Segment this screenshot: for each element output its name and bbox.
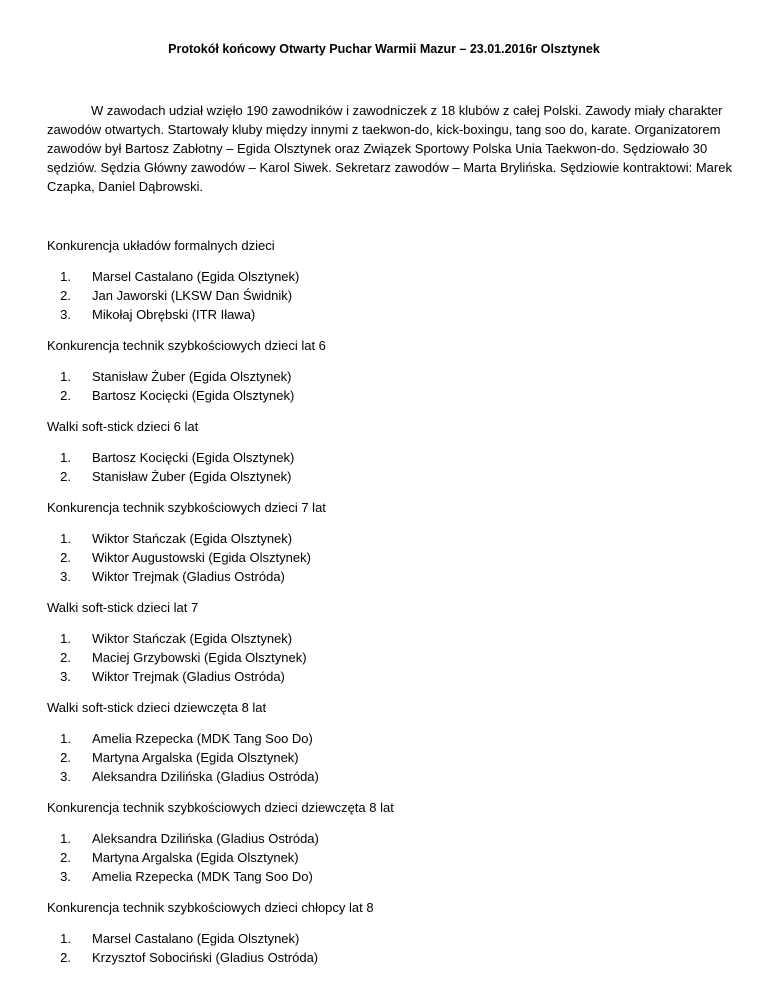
results-list xyxy=(47,629,737,686)
list-item-text: Jan Jaworski (LKSW Dan Świdnik) xyxy=(92,288,293,303)
section-title: Walki soft-stick dzieci dziewczęta 8 lat xyxy=(47,700,267,715)
list-item-text: Amelia Rzepecka (MDK Tang Soo Do) xyxy=(92,731,313,746)
list-item-number: 3. xyxy=(60,669,71,684)
list-item-number: 2. xyxy=(60,388,71,403)
list-item-number: 3. xyxy=(60,869,71,884)
list-item xyxy=(47,748,737,767)
section-title: Konkurencja technik szybkościowych dzieci chłopcy lat 8 xyxy=(47,900,374,915)
list-item xyxy=(47,667,737,686)
list-item-number: 1. xyxy=(60,450,71,465)
list-item-text: Wiktor Trejmak (Gladius Ostróda) xyxy=(92,669,285,684)
list-item-text: Aleksandra Dzilińska (Gladius Ostróda) xyxy=(92,769,319,784)
list-item-text: Maciej Grzybowski (Egida Olsztynek) xyxy=(92,650,307,665)
list-item-text: Aleksandra Dzilińska (Gladius Ostróda) xyxy=(92,831,319,846)
list-item xyxy=(47,829,737,848)
section-title: Konkurencja technik szybkościowych dzieci 7 lat xyxy=(47,500,326,515)
list-item-number: 1. xyxy=(60,369,71,384)
list-item-text: Marsel Castalano (Egida Olsztynek) xyxy=(92,931,300,946)
list-item-text: Wiktor Stańczak (Egida Olsztynek) xyxy=(92,531,293,546)
section-title: Konkurencja technik szybkościowych dzieci lat 6 xyxy=(47,338,326,353)
list-item-number: 2. xyxy=(60,650,71,665)
section-title: Walki soft-stick dzieci 6 lat xyxy=(47,419,199,434)
list-item-number: 3. xyxy=(60,569,71,584)
list-item-text: Wiktor Augustowski (Egida Olsztynek) xyxy=(92,550,311,565)
list-item-text: Stanisław Żuber (Egida Olsztynek) xyxy=(92,369,292,384)
list-item-number: 2. xyxy=(60,750,71,765)
list-item-text: Martyna Argalska (Egida Olsztynek) xyxy=(92,750,299,765)
list-item xyxy=(47,386,737,405)
list-item-number: 2. xyxy=(60,550,71,565)
list-item-number: 1. xyxy=(60,631,71,646)
list-item xyxy=(47,267,737,286)
list-item xyxy=(47,948,737,967)
list-item-number: 1. xyxy=(60,931,71,946)
list-item xyxy=(47,648,737,667)
list-item xyxy=(47,548,737,567)
list-item-number: 2. xyxy=(60,950,71,965)
results-list xyxy=(47,448,737,486)
list-item-text: Stanisław Żuber (Egida Olsztynek) xyxy=(92,469,292,484)
list-item-number: 1. xyxy=(60,269,71,284)
list-item xyxy=(47,629,737,648)
list-item xyxy=(47,367,737,386)
list-item xyxy=(47,448,737,467)
list-item-text: Bartosz Kocięcki (Egida Olsztynek) xyxy=(92,450,295,465)
list-item-number: 1. xyxy=(60,731,71,746)
results-sections xyxy=(47,236,737,979)
list-item xyxy=(47,467,737,486)
list-item-text: Amelia Rzepecka (MDK Tang Soo Do) xyxy=(92,869,313,884)
results-list xyxy=(47,529,737,586)
list-item xyxy=(47,929,737,948)
list-item-number: 3. xyxy=(60,769,71,784)
list-item-number: 3. xyxy=(60,307,71,322)
list-item xyxy=(47,305,737,324)
list-item xyxy=(47,848,737,867)
document-title: Protokół końcowy Otwarty Puchar Warmii Mazur – 23.01.2016r Olsztynek xyxy=(168,42,600,56)
list-item-text: Martyna Argalska (Egida Olsztynek) xyxy=(92,850,299,865)
list-item-number: 2. xyxy=(60,469,71,484)
list-item xyxy=(47,867,737,886)
results-list xyxy=(47,267,737,324)
list-item-text: Bartosz Kocięcki (Egida Olsztynek) xyxy=(92,388,295,403)
section-title: Konkurencja układów formalnych dzieci xyxy=(47,238,275,253)
list-item-text: Wiktor Stańczak (Egida Olsztynek) xyxy=(92,631,293,646)
list-item-text: Marsel Castalano (Egida Olsztynek) xyxy=(92,269,300,284)
list-item-number: 1. xyxy=(60,831,71,846)
section-title: Konkurencja technik szybkościowych dzieci dziewczęta 8 lat xyxy=(47,800,394,815)
list-item xyxy=(47,729,737,748)
results-list xyxy=(47,829,737,886)
list-item xyxy=(47,567,737,586)
list-item xyxy=(47,767,737,786)
list-item-number: 2. xyxy=(60,288,71,303)
results-list xyxy=(47,929,737,967)
list-item-text: Mikołaj Obrębski (ITR Iława) xyxy=(92,307,256,322)
list-item-text: Krzysztof Sobociński (Gladius Ostróda) xyxy=(92,950,319,965)
list-item-number: 1. xyxy=(60,531,71,546)
list-item-number: 2. xyxy=(60,850,71,865)
list-item xyxy=(47,529,737,548)
section-title: Walki soft-stick dzieci lat 7 xyxy=(47,600,199,615)
results-list xyxy=(47,367,737,405)
list-item-text: Wiktor Trejmak (Gladius Ostróda) xyxy=(92,569,285,584)
intro-paragraph: W zawodach udział wzięło 190 zawodników i zawodniczek z 18 klubów z całej Polski. Zawody miały charakter zawodów otwartych. Startowały kluby między innymi z taekwon-do, kick-boxingu, tang soo do, karate. Organizatorem zawodów był Bartosz Zabłotny – Egida Olsztynek oraz Związek Sportowy Polska Unia Taekwon-do. Sędziowało 30 sędziów. Sędzia Główny zawodów – Karol Siwek. Sekretarz zawodów – Marta Brylińska. Sędziowie kontraktowi: Marek Czapka, Daniel Dąbrowski. xyxy=(47,103,732,194)
list-item xyxy=(47,286,737,305)
results-list xyxy=(47,729,737,786)
